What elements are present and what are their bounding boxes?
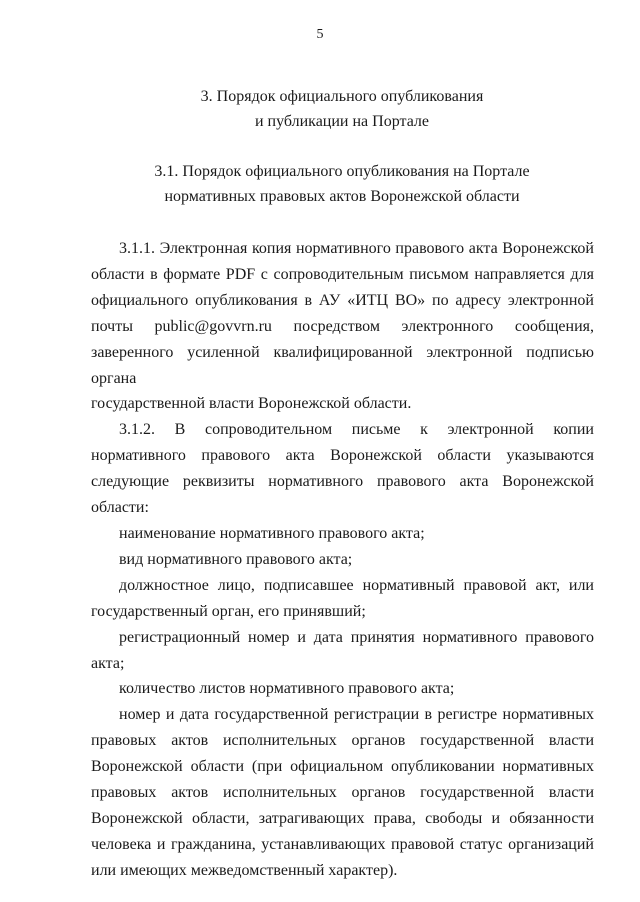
subsection-title-line-1: 3.1. Порядок официального опубликования на Портале [154, 163, 530, 180]
document-body [91, 236, 594, 884]
page-number: 5 [316, 27, 324, 42]
subsection-title-line-2: нормативных правовых актов Воронежской области [164, 188, 520, 205]
paragraph-3-1-1: 3.1.1. Электронная копия нормативного правового акта Воронежской области в формате PDF с сопроводительным письмом направляется для официального опубликования в АУ «ИТЦ ВО» по адресу электронной почты public@govvrn.ru посредством электронного сообщения, заверенного усиленной квалифицированной электронной подписью органа [91, 240, 594, 387]
section-title-line-2: и публикации на Портале [254, 113, 430, 130]
list-item-state-registration: номер и дата государственной регистрации в регистре нормативных правовых актов исполнительных органов государственной власти Воронежской области (при официальном опубликовании нормативных правовых актов исполнительных органов государственной власти Воронежской области, затрагивающих права, свободы и обязанности человека и гражданина, устанавливающих правовой статус организаций или имеющих межведомственный характер). [91, 706, 594, 879]
list-item-name: наименование нормативного правового акта; [119, 524, 425, 542]
subsection-title [0, 159, 640, 209]
section-title-line-1: 3. Порядок официального опубликования [200, 88, 484, 105]
list-item-registration-number: регистрационный номер и дата принятия нормативного правового акта; [91, 628, 594, 672]
paragraph-3-1-1-end: государственной власти Воронежской области. [91, 395, 412, 413]
list-item-sheet-count: количество листов нормативного правового акта; [119, 680, 455, 698]
list-item-type: вид нормативного правового акта; [119, 550, 353, 568]
section-title [0, 84, 640, 134]
paragraph-3-1-2: 3.1.2. В сопроводительном письме к электронной копии нормативного правового акта Воронежской области указываются следующие реквизиты нормативного правового акта Воронежской области: [91, 421, 594, 517]
list-item-signer: должностное лицо, подписавшее нормативный правовой акт, или государственный орган, его принявший; [91, 576, 594, 620]
